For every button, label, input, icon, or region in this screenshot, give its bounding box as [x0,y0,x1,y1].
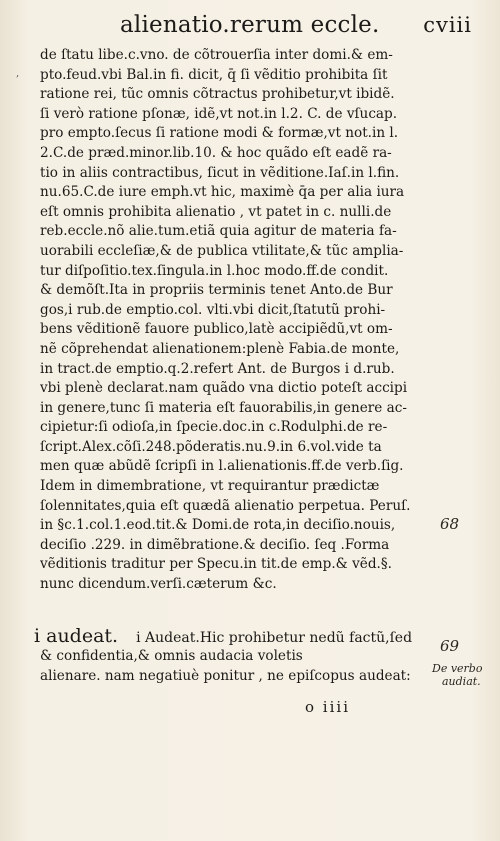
signature-mark: o iiii [305,698,350,716]
text-line: Idem in dimembratione, vt requirantur prædictæ [40,478,380,495]
text-line: de ſtatu libe.c.vno. de cõtrouerſia inter domi.& em- [40,47,393,63]
text-line: alienare. nam negatiuè ponitur , ne epiſcopus audeat: [40,667,411,684]
running-header [120,12,472,38]
text-line: nu.65.C.de iure emph.vt hic, maximè q̄a per alia iura [40,184,405,201]
text-line: & confidentia,& omnis audacia voletis [40,648,303,664]
text-line: cipietur:ſi odioſa,in ſpecie.doc.in c.Rodulphi.de re- [40,419,388,436]
margin-note-line: audiat. [442,675,481,688]
text-line: vẽditionis traditur per Specu.in tit.de emp.& vẽd.§. [40,556,392,573]
margin-number-69: 69 [440,637,460,655]
margin-number-68: 68 [440,515,460,533]
text-line: & demõſt.Ita in propriis terminis tenet Anto.de Bur [40,282,393,299]
text-line: eſt omnis prohibita alienatio , vt patet in c. nulli.de [40,203,392,220]
margin-note-line: De verbo [432,662,483,675]
text-line: ſolennitates,quia eſt quædã alienatio perpetua. Peruſ. [40,497,411,514]
main-text-block [40,46,432,595]
text-line: uorabili eccleſiæ,& de publica vtilitate,& tũc amplia- [40,242,404,259]
lemma-line [34,627,444,649]
lemma-text: i Audeat.Hic prohibetur nedũ factũ,ſed [136,630,413,646]
text-line: in genere,tunc ſi materia eſt fauorabilis,in genere ac- [40,399,407,416]
margin-tick-mark: , [16,68,20,79]
text-line: nunc dicendum.verſi.cæterum &c. [40,576,277,593]
text-line: gos,i rub.de emptio.col. vlti.vbi dicit,ſtatutũ prohi- [40,301,386,318]
text-line: deciſio .229. in dimẽbratione.& deciſio. ſeq .Forma [40,536,390,553]
text-line: pto.feud.vbi Bal.in fi. dicit, q̄ ſi vẽditio prohibita ſit [40,66,388,83]
margin-note [432,662,492,688]
text-line: men quæ abũdẽ ſcripſi in l.alienationis.ff.de verb.ſig. [40,458,404,475]
text-line: vbi plenè declarat.nam quãdo vna dictio poteſt accipi [40,380,408,397]
text-line: ſcript.Alex.cõſi.248.põderatis.nu.9.in 6.vol.vide ta [40,438,382,455]
text-line: in §c.1.col.1.eod.tit.& Domi.de rota,in deciſio.nouis, [40,517,396,534]
text-line: tio in aliis contractibus, ſicut in vẽditione.Iaſ.in l.fin. [40,164,400,181]
text-line: ſi verò ratione pſonæ, idẽ,vt not.in l.2. C. de vſucap. [40,105,398,122]
text-line: in tract.de emptio.q.2.refert Ant. de Burgos i d.rub. [40,360,395,377]
lemma-word: i audeat. [34,625,119,647]
after-lemma-block [40,647,460,686]
folio-number: cviii [423,13,472,37]
text-line: pro empto.ſecus ſi ratione modi & formæ,vt not.in l. [40,125,399,142]
text-line: reb.eccle.nõ alie.tum.etiã quia agitur de materia fa- [40,223,397,240]
text-line: 2.C.de præd.minor.lib.10. & hoc quãdo eſt eadẽ ra- [40,144,392,161]
text-line: ratione rei, tũc omnis cõtractus prohibetur,vt ibidẽ. [40,86,395,103]
text-line: nẽ cõprehendat alienationem:plenè Fabia.de monte, [40,340,400,357]
text-line: bens vẽditionẽ fauore publico,latè accipiẽdũ,vt om- [40,321,393,338]
text-line: tur diſpoſitio.tex.ſingula.in l.hoc modo.ff.de condit. [40,262,389,279]
running-title: alienatio.rerum eccle. [120,12,380,38]
